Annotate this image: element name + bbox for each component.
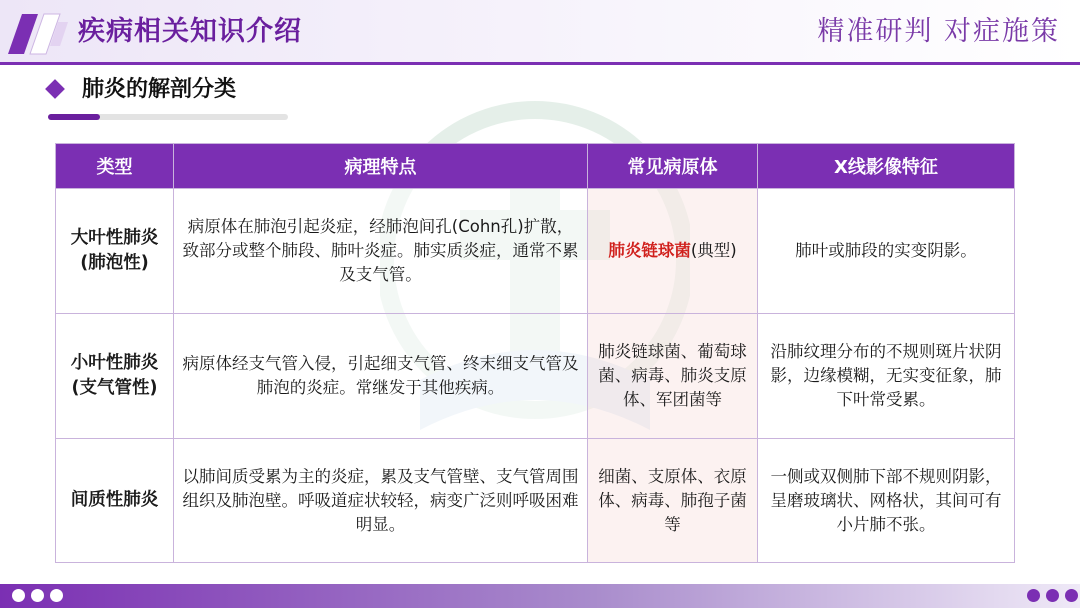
pneumonia-classification-table [55,143,1015,563]
row-xray-cell: 沿肺纹理分布的不规则斑片状阴影，边缘模糊，无实变征象，肺下叶常受累。 [758,314,1015,439]
slash-logo-icon [8,12,68,56]
dot-icon [1065,589,1078,602]
pathogen-highlight: 肺炎链球菌 [608,241,691,260]
row-type-cell [56,314,174,439]
table-row [56,314,1015,439]
header-divider [0,62,1080,65]
header-pathology: 病理特点 [174,144,588,189]
dot-icon [31,589,44,602]
table-header-row [56,144,1015,189]
row-pathology-cell: 病原体经支气管入侵，引起细支气管、终末细支气管及肺泡的炎症。常继发于其他疾病。 [174,314,588,439]
row-type-name: 小叶性肺炎 [70,353,159,373]
row-type-sub: (支气管性) [71,378,158,398]
row-xray-cell: 一侧或双侧肺下部不规则阴影，呈磨玻璃状、网格状，其间可有小片肺不张。 [758,439,1015,563]
section-underline-accent [48,114,100,120]
section-title: 肺炎的解剖分类 [82,77,237,102]
header-type: 类型 [56,144,174,189]
dot-icon [1027,589,1040,602]
row-pathogen-cell: 细菌、支原体、衣原体、病毒、肺孢子菌等 [588,439,758,563]
row-pathogen-cell [588,189,758,314]
page-title: 疾病相关知识介绍 [78,16,302,47]
dot-icon [1046,589,1059,602]
row-pathogen-cell: 肺炎链球菌、葡萄球菌、病毒、肺炎支原体、军团菌等 [588,314,758,439]
footer-dots-right [1027,589,1078,602]
dot-icon [12,589,25,602]
header-xray: X线影像特征 [758,144,1015,189]
row-type-cell [56,439,174,563]
row-pathology-cell: 病原体在肺泡引起炎症，经肺泡间孔(Cohn孔)扩散，致部分或整个肺段、肺叶炎症。肺实质炎症，通常不累及支气管。 [174,189,588,314]
row-type-cell [56,189,174,314]
table-row [56,189,1015,314]
row-type-name: 间质性肺炎 [70,490,159,510]
row-xray-cell: 肺叶或肺段的实变阴影。 [758,189,1015,314]
header-pathogen: 常见病原体 [588,144,758,189]
dot-icon [50,589,63,602]
pathogen-note: (典型) [690,241,737,260]
row-type-name: 大叶性肺炎 [70,228,159,248]
row-type-sub: (肺泡性) [80,253,149,273]
table-row [56,439,1015,563]
header-slogan: 精准研判 对症施策 [817,16,1060,47]
section-bullet-icon [45,79,65,99]
footer-band [0,584,1080,608]
footer-dots-left [12,589,63,602]
row-pathology-cell: 以肺间质受累为主的炎症，累及支气管壁、支气管周围组织及肺泡壁。呼吸道症状较轻，病变广泛则呼吸困难明显。 [174,439,588,563]
